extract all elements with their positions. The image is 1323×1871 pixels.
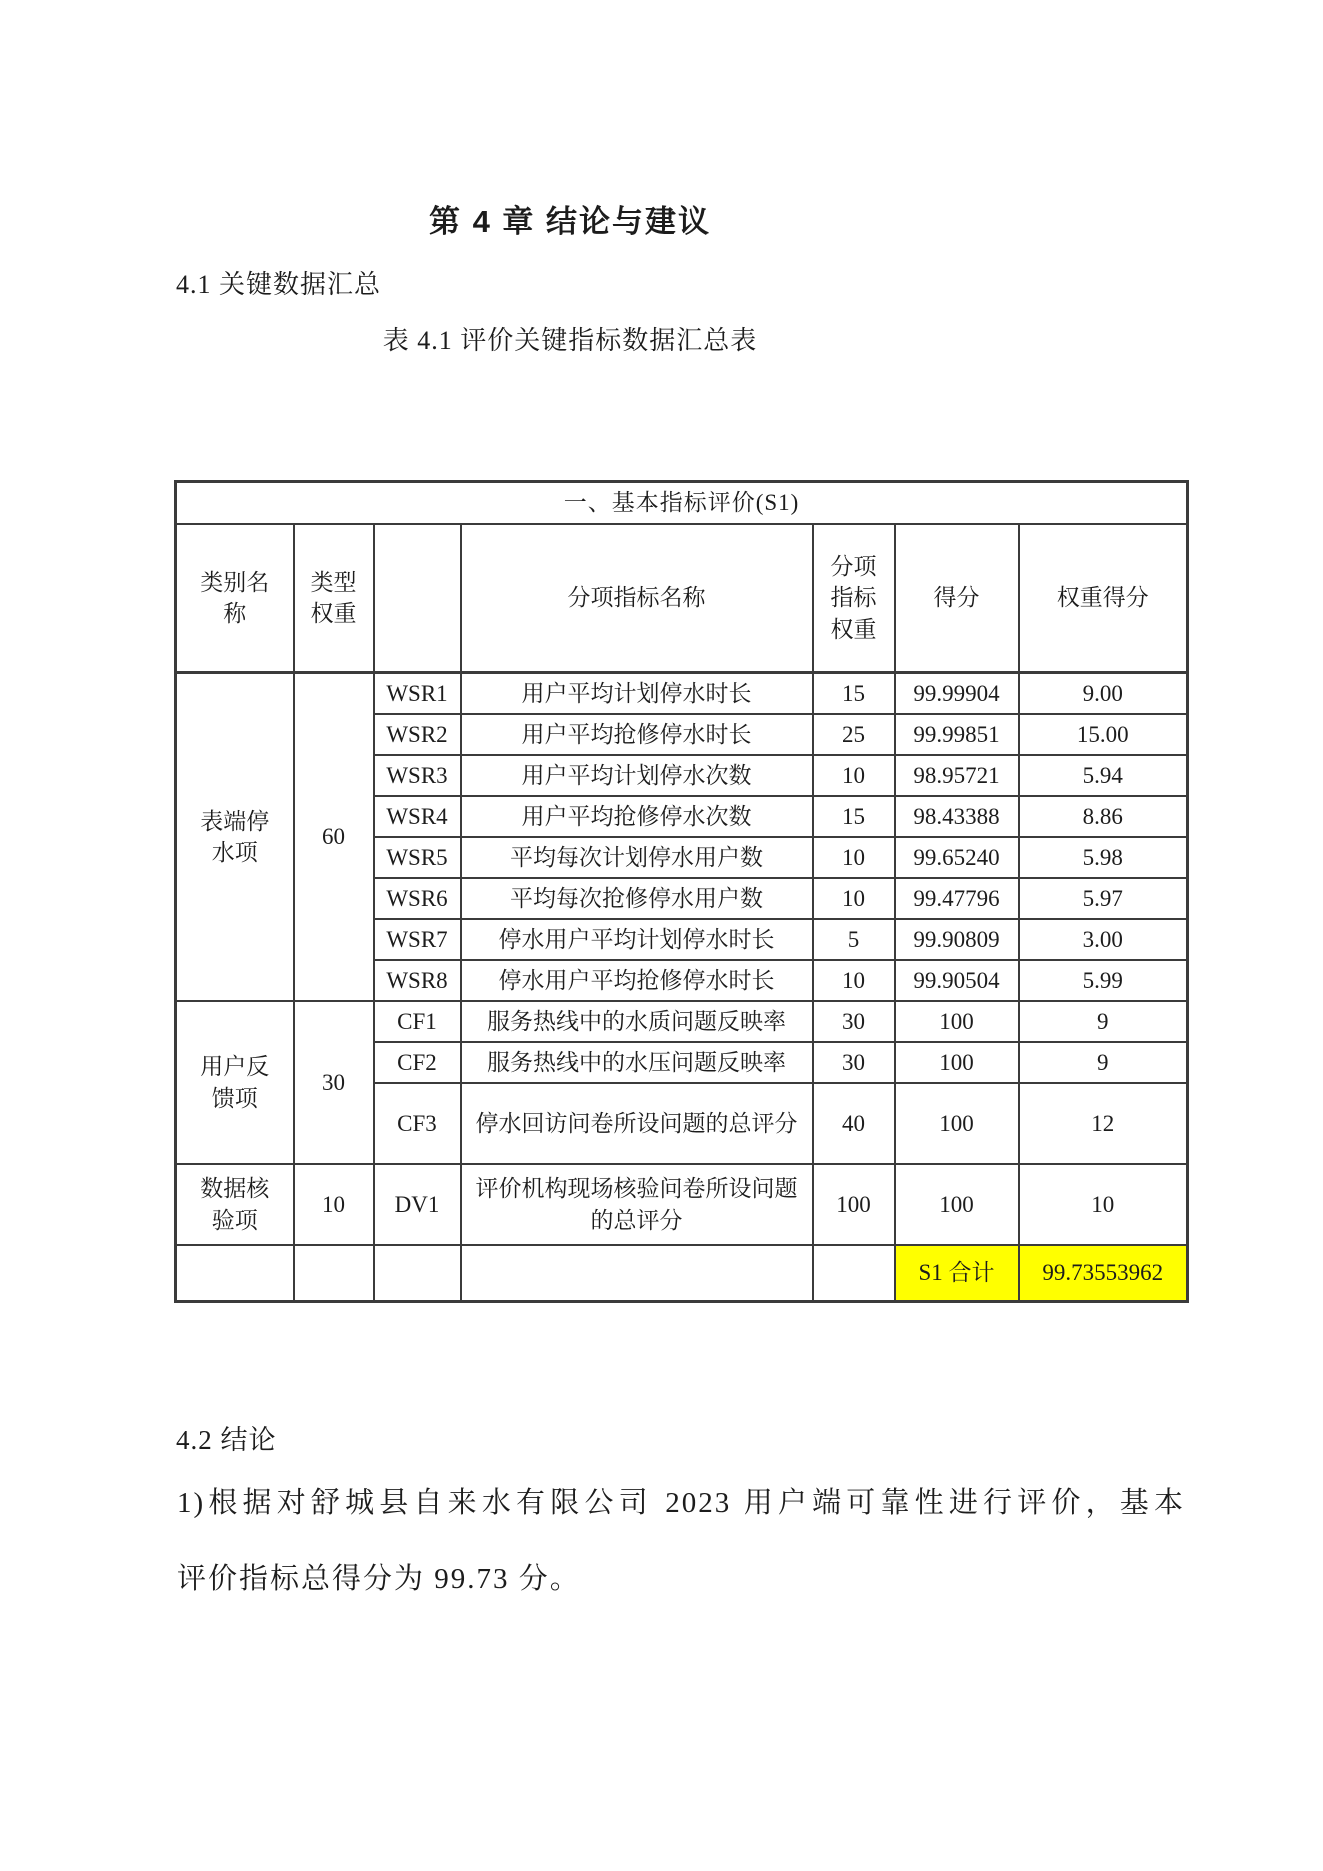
indicator-weight: 40 — [813, 1083, 895, 1164]
indicator-score: 100 — [895, 1083, 1019, 1164]
indicator-weight: 30 — [813, 1042, 895, 1083]
indicator-weight: 100 — [813, 1164, 895, 1245]
indicator-weight: 30 — [813, 1001, 895, 1042]
indicator-code: WSR1 — [374, 673, 461, 715]
indicator-code: WSR8 — [374, 960, 461, 1001]
indicator-score: 100 — [895, 1042, 1019, 1083]
indicator-weighted-score: 9 — [1019, 1001, 1188, 1042]
indicator-code: WSR2 — [374, 714, 461, 755]
indicator-name: 评价机构现场核验问卷所设问题的总评分 — [461, 1164, 813, 1245]
table-banner: 一、基本指标评价(S1) — [176, 482, 1188, 525]
indicator-weight: 10 — [813, 878, 895, 919]
indicator-weighted-score: 5.94 — [1019, 755, 1188, 796]
indicator-name: 用户平均计划停水次数 — [461, 755, 813, 796]
indicator-code: CF3 — [374, 1083, 461, 1164]
col-header-weighted-score: 权重得分 — [1019, 524, 1188, 673]
indicator-code: DV1 — [374, 1164, 461, 1245]
indicator-name: 用户平均抢修停水时长 — [461, 714, 813, 755]
indicator-weight: 15 — [813, 673, 895, 715]
indicator-weighted-score: 5.97 — [1019, 878, 1188, 919]
empty-cell — [294, 1245, 374, 1302]
section-4-1-heading: 4.1 关键数据汇总 — [176, 270, 382, 299]
category-cell: 用户反馈项 — [176, 1001, 294, 1164]
indicator-score: 99.99904 — [895, 673, 1019, 715]
indicator-weighted-score: 9 — [1019, 1042, 1188, 1083]
empty-cell — [176, 1245, 294, 1302]
col-header-score: 得分 — [895, 524, 1019, 673]
type-weight-cell: 30 — [294, 1001, 374, 1164]
indicator-weighted-score: 12 — [1019, 1083, 1188, 1164]
indicator-weight: 10 — [813, 837, 895, 878]
empty-cell — [461, 1245, 813, 1302]
empty-cell — [813, 1245, 895, 1302]
section-4-2-heading: 4.2 结论 — [176, 1425, 277, 1455]
col-header-category: 类别名称 — [176, 524, 294, 673]
col-header-indicator-weight: 分项指标权重 — [813, 524, 895, 673]
empty-cell — [374, 1245, 461, 1302]
col-header-code — [374, 524, 461, 673]
indicator-weighted-score: 5.98 — [1019, 837, 1188, 878]
indicator-score: 98.95721 — [895, 755, 1019, 796]
s1-total-value: 99.73553962 — [1019, 1245, 1188, 1302]
summary-table — [174, 480, 1189, 1303]
category-cell: 表端停水项 — [176, 673, 294, 1002]
conclusion-paragraph-line2: 评价指标总得分为 99.73 分。 — [177, 1563, 581, 1595]
indicator-weight: 10 — [813, 960, 895, 1001]
indicator-weighted-score: 10 — [1019, 1164, 1188, 1245]
indicator-weighted-score: 5.99 — [1019, 960, 1188, 1001]
category-cell: 数据核验项 — [176, 1164, 294, 1245]
indicator-name: 停水用户平均计划停水时长 — [461, 919, 813, 960]
indicator-weight: 10 — [813, 755, 895, 796]
indicator-score: 99.47796 — [895, 878, 1019, 919]
indicator-score: 99.90504 — [895, 960, 1019, 1001]
indicator-name: 平均每次抢修停水用户数 — [461, 878, 813, 919]
indicator-score: 100 — [895, 1164, 1019, 1245]
indicator-code: WSR4 — [374, 796, 461, 837]
conclusion-paragraph-line1: 1)根据对舒城县自来水有限公司 2023 用户端可靠性进行评价，基本 — [177, 1487, 1185, 1519]
indicator-name: 用户平均抢修停水次数 — [461, 796, 813, 837]
indicator-name: 服务热线中的水质问题反映率 — [461, 1001, 813, 1042]
indicator-name: 停水用户平均抢修停水时长 — [461, 960, 813, 1001]
indicator-code: WSR3 — [374, 755, 461, 796]
indicator-code: CF1 — [374, 1001, 461, 1042]
table-caption: 表 4.1 评价关键指标数据汇总表 — [382, 326, 758, 355]
chapter-title: 第 4 章 结论与建议 — [428, 204, 712, 239]
indicator-code: WSR5 — [374, 837, 461, 878]
type-weight-cell: 60 — [294, 673, 374, 1002]
indicator-score: 99.65240 — [895, 837, 1019, 878]
indicator-weight: 15 — [813, 796, 895, 837]
s1-total-label: S1 合计 — [895, 1245, 1019, 1302]
indicator-code: WSR6 — [374, 878, 461, 919]
indicator-name: 平均每次计划停水用户数 — [461, 837, 813, 878]
indicator-score: 99.99851 — [895, 714, 1019, 755]
indicator-weighted-score: 3.00 — [1019, 919, 1188, 960]
indicator-code: CF2 — [374, 1042, 461, 1083]
indicator-name: 服务热线中的水压问题反映率 — [461, 1042, 813, 1083]
col-header-indicator-name: 分项指标名称 — [461, 524, 813, 673]
indicator-weighted-score: 9.00 — [1019, 673, 1188, 715]
indicator-weighted-score: 15.00 — [1019, 714, 1188, 755]
indicator-score: 98.43388 — [895, 796, 1019, 837]
indicator-name: 停水回访问卷所设问题的总评分 — [461, 1083, 813, 1164]
indicator-name: 用户平均计划停水时长 — [461, 673, 813, 715]
indicator-weight: 25 — [813, 714, 895, 755]
indicator-weighted-score: 8.86 — [1019, 796, 1188, 837]
indicator-weight: 5 — [813, 919, 895, 960]
indicator-score: 100 — [895, 1001, 1019, 1042]
indicator-score: 99.90809 — [895, 919, 1019, 960]
type-weight-cell: 10 — [294, 1164, 374, 1245]
indicator-code: WSR7 — [374, 919, 461, 960]
col-header-type-weight: 类型权重 — [294, 524, 374, 673]
